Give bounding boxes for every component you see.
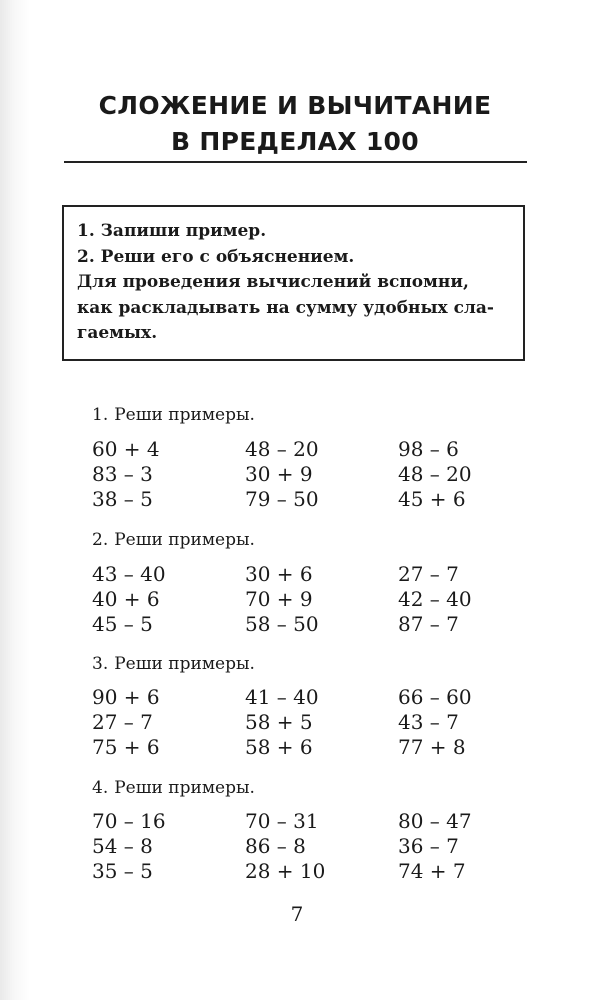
exercise-3-heading bbox=[92, 654, 255, 674]
exercise-1-number: 1. bbox=[92, 405, 109, 425]
exercise-4-r2-c3: 36 – 7 bbox=[398, 834, 459, 858]
exercise-3-r1-c1: 90 + 6 bbox=[92, 685, 160, 709]
exercise-1-r2-c3: 48 – 20 bbox=[398, 462, 472, 486]
exercise-2-r1-c2: 30 + 6 bbox=[245, 562, 313, 586]
exercise-1-r1-c2: 48 – 20 bbox=[245, 437, 319, 461]
exercise-1-r3-c3: 45 + 6 bbox=[398, 487, 466, 511]
exercise-2-r2-c3: 42 – 40 bbox=[398, 587, 472, 611]
exercise-1-r3-c2: 79 – 50 bbox=[245, 487, 319, 511]
title-divider bbox=[64, 161, 527, 163]
exercise-1-r2-c1: 83 – 3 bbox=[92, 462, 153, 486]
task-instructions-box bbox=[62, 205, 525, 361]
exercise-1-instruction: Реши примеры. bbox=[114, 405, 255, 425]
exercise-3-r2-c2: 58 + 5 bbox=[245, 710, 313, 734]
task-line-2: 2. Реши его с объяснением. bbox=[77, 246, 355, 267]
exercise-1-r3-c1: 38 – 5 bbox=[92, 487, 153, 511]
exercise-4-r1-c3: 80 – 47 bbox=[398, 809, 472, 833]
task-line-5: гаемых. bbox=[77, 323, 158, 343]
exercise-1-r1-c3: 98 – 6 bbox=[398, 437, 459, 461]
exercise-2-r3-c1: 45 – 5 bbox=[92, 612, 153, 636]
exercise-3-r3-c1: 75 + 6 bbox=[92, 735, 160, 759]
task-line-3: Для проведения вычислений вспомни, bbox=[77, 272, 469, 292]
exercise-3-r2-c3: 43 – 7 bbox=[398, 710, 459, 734]
exercise-4-r2-c1: 54 – 8 bbox=[92, 834, 153, 858]
exercise-3-instruction: Реши примеры. bbox=[114, 654, 255, 674]
exercise-4-r3-c3: 74 + 7 bbox=[398, 859, 466, 883]
page-title-line-2: В ПРЕДЕЛАХ 100 bbox=[171, 127, 419, 156]
exercise-2-r1-c3: 27 – 7 bbox=[398, 562, 459, 586]
page-number: 7 bbox=[290, 902, 304, 926]
task-line-4: как раскладывать на сумму удобных сла- bbox=[77, 297, 494, 318]
exercise-3-r3-c2: 58 + 6 bbox=[245, 735, 313, 759]
exercise-2-r3-c3: 87 – 7 bbox=[398, 612, 459, 636]
exercise-4-r2-c2: 86 – 8 bbox=[245, 834, 306, 858]
page-title-line-1: СЛОЖЕНИЕ И ВЫЧИТАНИЕ bbox=[98, 91, 492, 120]
exercise-3-r2-c1: 27 – 7 bbox=[92, 710, 153, 734]
exercise-4-r3-c1: 35 – 5 bbox=[92, 859, 153, 883]
exercise-2-r3-c2: 58 – 50 bbox=[245, 612, 319, 636]
exercise-2-number: 2. bbox=[92, 530, 109, 550]
exercise-4-r1-c1: 70 – 16 bbox=[92, 809, 166, 833]
exercise-1-r1-c1: 60 + 4 bbox=[92, 437, 160, 461]
exercise-4-number: 4. bbox=[92, 778, 109, 798]
exercise-1-r2-c2: 30 + 9 bbox=[245, 462, 313, 486]
exercise-3-number: 3. bbox=[92, 654, 109, 674]
exercise-4-r3-c2: 28 + 10 bbox=[245, 859, 326, 883]
exercise-2-heading bbox=[92, 530, 255, 550]
exercise-2-r2-c2: 70 + 9 bbox=[245, 587, 313, 611]
exercise-3-r1-c2: 41 – 40 bbox=[245, 685, 319, 709]
exercise-3-r1-c3: 66 – 60 bbox=[398, 685, 472, 709]
exercise-2-instruction: Реши примеры. bbox=[114, 530, 255, 550]
task-line-1: 1. Запиши пример. bbox=[77, 221, 267, 241]
exercise-4-instruction: Реши примеры. bbox=[114, 778, 255, 798]
exercise-4-r1-c2: 70 – 31 bbox=[245, 809, 319, 833]
exercise-2-r1-c1: 43 – 40 bbox=[92, 562, 166, 586]
exercise-3-r3-c3: 77 + 8 bbox=[398, 735, 466, 759]
exercise-2-r2-c1: 40 + 6 bbox=[92, 587, 160, 611]
exercise-4-heading bbox=[92, 778, 255, 798]
exercise-1-heading bbox=[92, 405, 255, 425]
